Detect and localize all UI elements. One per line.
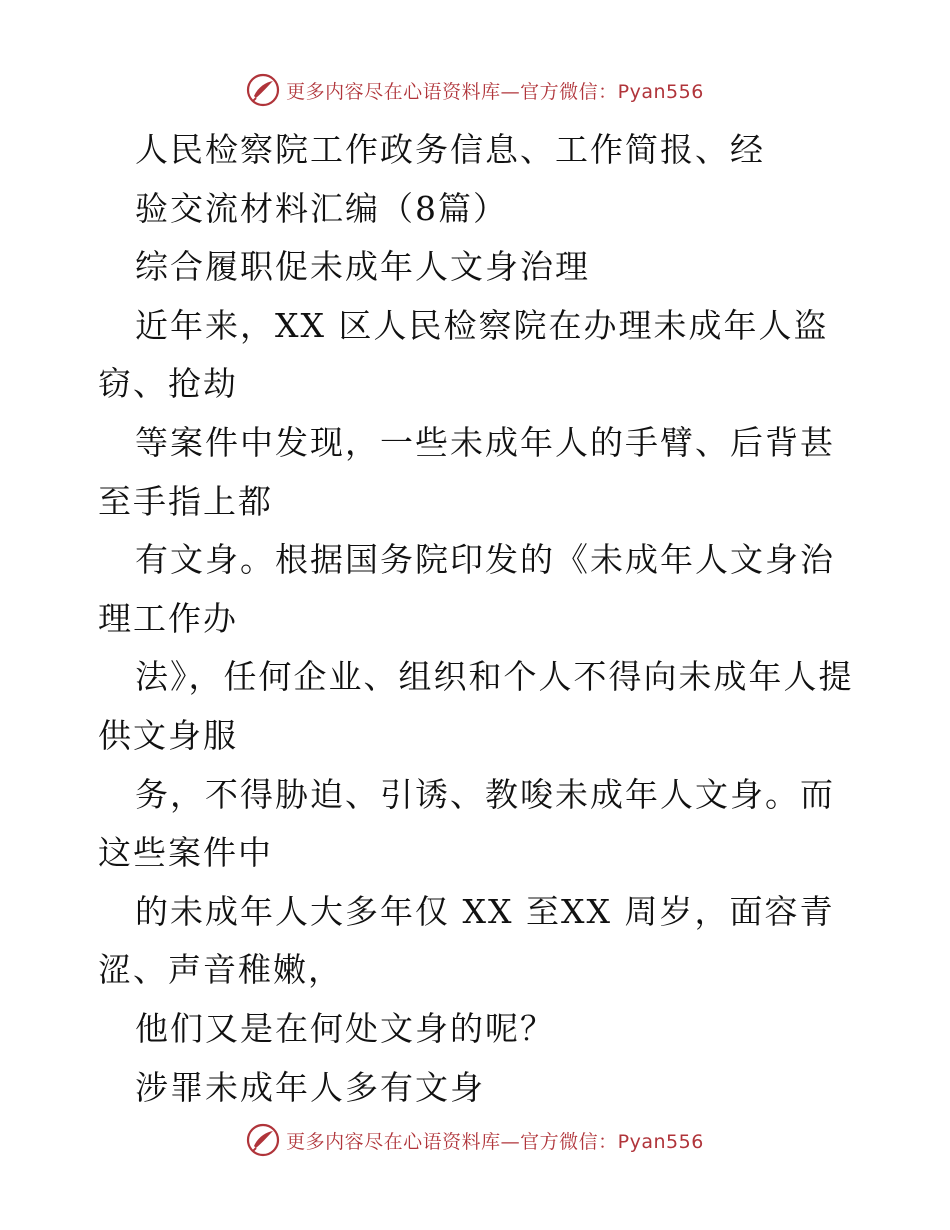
banner-text: 更多内容尽在心语资料库—官方微信：Pyan556 — [286, 80, 704, 103]
body-paragraph: 有文身。根据国务院印发的《未成年人文身治理工作办 — [98, 540, 835, 638]
body-paragraph: 等案件中发现，一些未成年人的手臂、后背甚至手指上都 — [98, 422, 835, 521]
footer-banner — [0, 1120, 950, 1160]
body-paragraph: 法》，任何企业、组织和个人不得向未成年人提供文身服 — [98, 657, 854, 755]
doc-title-line-1: 人民检察院工作政务信息、工作简报、经 — [135, 130, 765, 169]
pen-logo-icon — [246, 1123, 280, 1157]
sub-heading: 涉罪未成年人多有文身 — [135, 1067, 485, 1107]
document-body — [98, 121, 858, 1117]
body-paragraph: 务，不得胁迫、引诱、教唆未成年人文身。而这些案件中 — [98, 774, 835, 873]
body-paragraph: 近年来，XX 区人民检察院在办理未成年人盗窃、抢劫 — [98, 305, 829, 404]
banner-text: 更多内容尽在心语资料库—官方微信：Pyan556 — [286, 1130, 704, 1153]
pen-logo-icon — [246, 73, 280, 107]
body-paragraph: 他们又是在何处文身的呢？ — [135, 1008, 555, 1048]
header-banner — [0, 70, 950, 110]
doc-title-line-2: 验交流材料汇编（8篇） — [135, 188, 508, 228]
body-paragraph: 的未成年人大多年仅 XX 至XX 周岁，面容青涩、声音稚嫩， — [98, 891, 835, 990]
section-heading: 综合履职促未成年人文身治理 — [135, 247, 590, 287]
